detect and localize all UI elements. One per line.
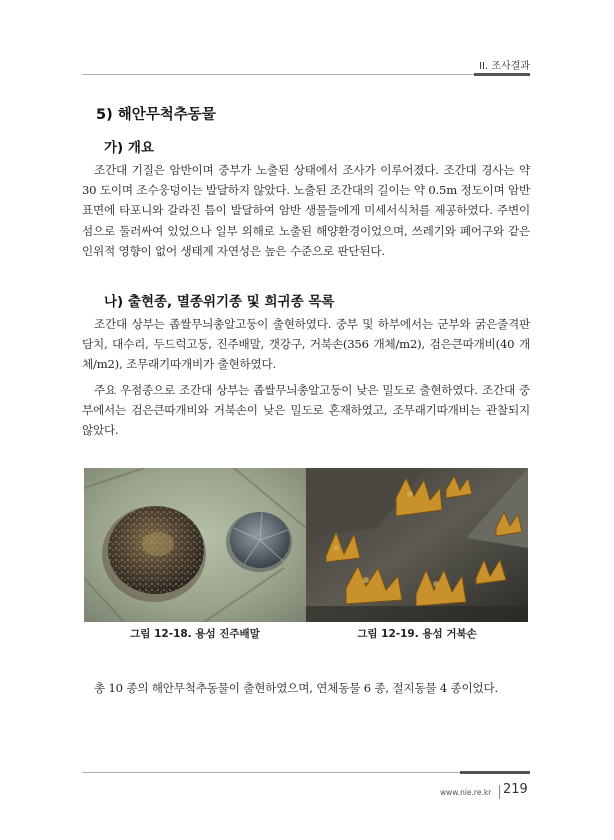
header-accent-bar — [474, 73, 530, 76]
paragraph-dominant: 주요 우점종으로 조간대 상부는 좁쌀무늬총알고둥이 낮은 밀도로 출현하였다. 조간대 중부에서는 검은큰따개비와 거북손이 낮은 밀도로 혼재하였고, 조무래기따개비는 관찰되지 않았다. — [82, 383, 530, 438]
footer-url: www.nie.re.kr — [440, 788, 492, 797]
footer-accent-bar — [460, 771, 530, 774]
footer-separator — [499, 785, 500, 799]
figure-caption-limpet: 그림 12-18. 용섬 진주배말 — [130, 628, 260, 640]
paragraph-species: 조간대 상부는 좁쌀무늬총알고둥이 출현하였다. 중부 및 하부에서는 군부와 굵은줄격판담치, 대수리, 두드럭고둥, 진주배말, 갯강구, 거북손(356 개체/m2), 검은큰따개비(40 개체/m2), 조무래기따개비가 출현하였다. — [82, 317, 530, 372]
photo-barnacle — [306, 468, 528, 622]
section-title: 5) 해안무척추동물 — [96, 107, 216, 123]
page-number: 219 — [503, 782, 528, 797]
running-header: II. 조사결과 — [479, 61, 530, 72]
photo-limpet — [84, 468, 306, 622]
paragraph-overview: 조간대 기질은 암반이며 중부가 노출된 상태에서 조사가 이루어졌다. 조간대 경사는 약 30 도이며 조수웅덩이는 발달하지 않았다. 노출된 조간대의 길이는 약 0.5m 정도이며 암반 표면에 타포니와 갈라진 틈이 발달하여 암반 생물들에게 미세서식처를 제공하였다. 주변이 섬으로 둘러싸여 있었으나 일부 외해로 노출된 해양환경이었으며, 쓰레기와 폐어구와 같은 인위적 영향이 없어 생태계 자연성은 높은 수준으로 판단된다. — [82, 163, 530, 258]
figure-caption-barnacle: 그림 12-19. 용섬 거북손 — [357, 628, 477, 640]
subsection-title-species: 나) 출현종, 멸종위기종 및 희귀종 목록 — [104, 294, 335, 310]
header-rule — [82, 74, 530, 75]
paragraph-summary: 총 10 종의 해안무척추동물이 출현하였으며, 연체동물 6 종, 절지동물 4 종이었다. — [94, 681, 499, 695]
subsection-title-overview: 가) 개요 — [104, 140, 154, 156]
